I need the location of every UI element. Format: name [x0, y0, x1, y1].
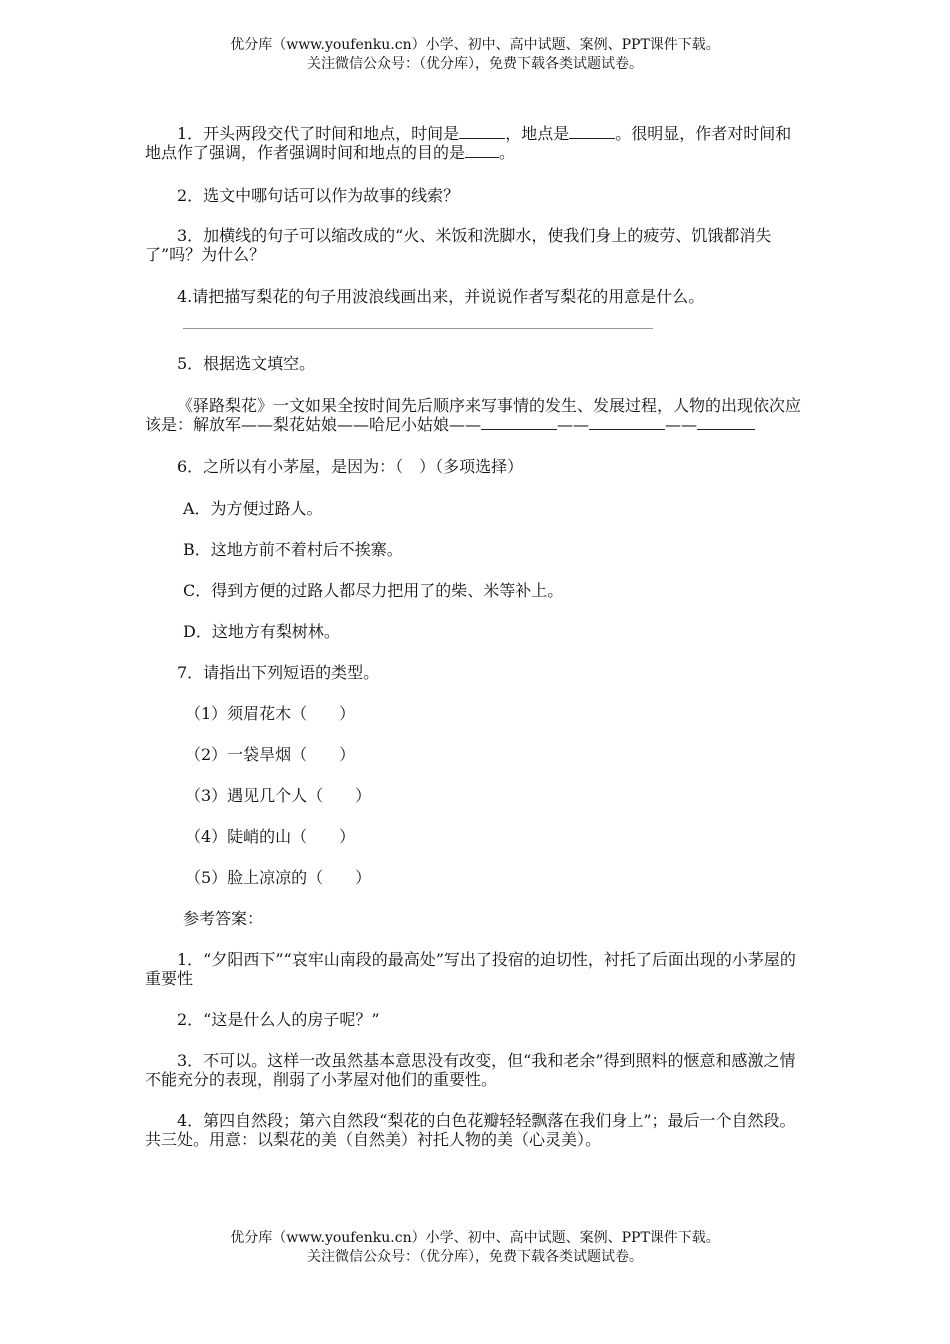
- option-a: A．为方便过路人。: [183, 499, 323, 518]
- question-1-text-b: ，地点是: [505, 124, 570, 143]
- phrase-item: （2）一袋旱烟（ ）: [185, 745, 356, 764]
- answer-blank: [569, 124, 615, 139]
- question-2: 2．选文中哪句话可以作为故事的线索？: [177, 186, 460, 205]
- answer-blank: [697, 415, 755, 430]
- question-1-text-d: 。: [499, 143, 516, 162]
- answer-4: 4．第四自然段；第六自然段“梨花的白色花瓣轻轻飘落在我们身上”；最后一个自然段。共三处。用意：以梨花的美（自然美）衬托人物的美（心灵美）。: [145, 1111, 796, 1149]
- answer-3: 3．不可以。这样一改虽然基本意思没有改变，但“我和老余”得到照料的惬意和感激之情不能充分的表现，削弱了小茅屋对他们的重要性。: [145, 1051, 796, 1089]
- header-line-1: 优分库（www.youfenku.cn）小学、初中、高中试题、案例、PPT课件下载。: [230, 37, 720, 53]
- page-header: [0, 36, 950, 74]
- question-3: 3．加横线的句子可以缩改成的“火、米饭和洗脚水，使我们身上的疲劳、饥饿都消失了”吗？为什么？: [145, 226, 772, 264]
- question-1-text-a: 1．开头两段交代了时间和地点，时间是: [177, 124, 460, 143]
- phrase-item: （3）遇见几个人（ ）: [185, 786, 372, 805]
- question-7: 7．请指出下列短语的类型。: [177, 663, 380, 682]
- option-b: B．这地方前不着村后不挨寨。: [183, 540, 403, 559]
- footer-line-1: 优分库（www.youfenku.cn）小学、初中、高中试题、案例、PPT课件下载。: [230, 1230, 720, 1246]
- page-footer: [0, 1229, 950, 1267]
- question-1: [145, 124, 807, 162]
- footer-line-2: 关注微信公众号：（优分库），免费下载各类试题试卷。: [307, 1249, 643, 1265]
- phrase-item: （4）陡峭的山（ ）: [185, 827, 356, 846]
- question-5-text-a: 《驿路梨花》一文如果全按时间先后顺序来写事情的发生、发展过程，人物的出现依次应该是：解放军——梨花姑娘——哈尼小姑娘——: [145, 396, 802, 434]
- answer-blank: [589, 415, 665, 430]
- phrase-item: （5）脸上凉凉的（ ）: [185, 868, 372, 887]
- answers-title: 参考答案：: [183, 909, 264, 928]
- option-c: C．得到方便的过路人都尽力把用了的柴、米等补上。: [183, 581, 564, 600]
- answer-blank: [459, 124, 505, 139]
- answer-line: [183, 328, 653, 329]
- question-4: 4.请把描写梨花的句子用波浪线画出来，并说说作者写梨花的用意是什么。: [177, 287, 705, 306]
- header-line-2: 关注微信公众号：（优分库），免费下载各类试题试卷。: [307, 56, 643, 72]
- answer-blank: [481, 415, 557, 430]
- question-5: 5．根据选文填空。: [177, 354, 316, 373]
- question-5-text-b: ——: [557, 415, 590, 434]
- phrase-item: （1）须眉花木（ ）: [185, 704, 356, 723]
- answer-1: 1．“夕阳西下”“哀牢山南段的最高处”写出了投宿的迫切性，衬托了后面出现的小茅屋的重要性: [145, 950, 796, 988]
- question-6: 6．之所以有小茅屋，是因为：（ ）（多项选择）: [177, 457, 524, 476]
- question-5-text-c: ——: [665, 415, 698, 434]
- option-d: D．这地方有梨树林。: [183, 622, 340, 641]
- question-1-text-c: 。很明显，作者对时间和地点作了强调，作者强调时间和地点的目的是: [145, 124, 792, 162]
- document-body: [145, 124, 807, 1149]
- answer-2: 2．“这是什么人的房子呢？”: [177, 1010, 380, 1029]
- answer-blank: [465, 143, 499, 158]
- question-5-fill-text: [145, 396, 807, 434]
